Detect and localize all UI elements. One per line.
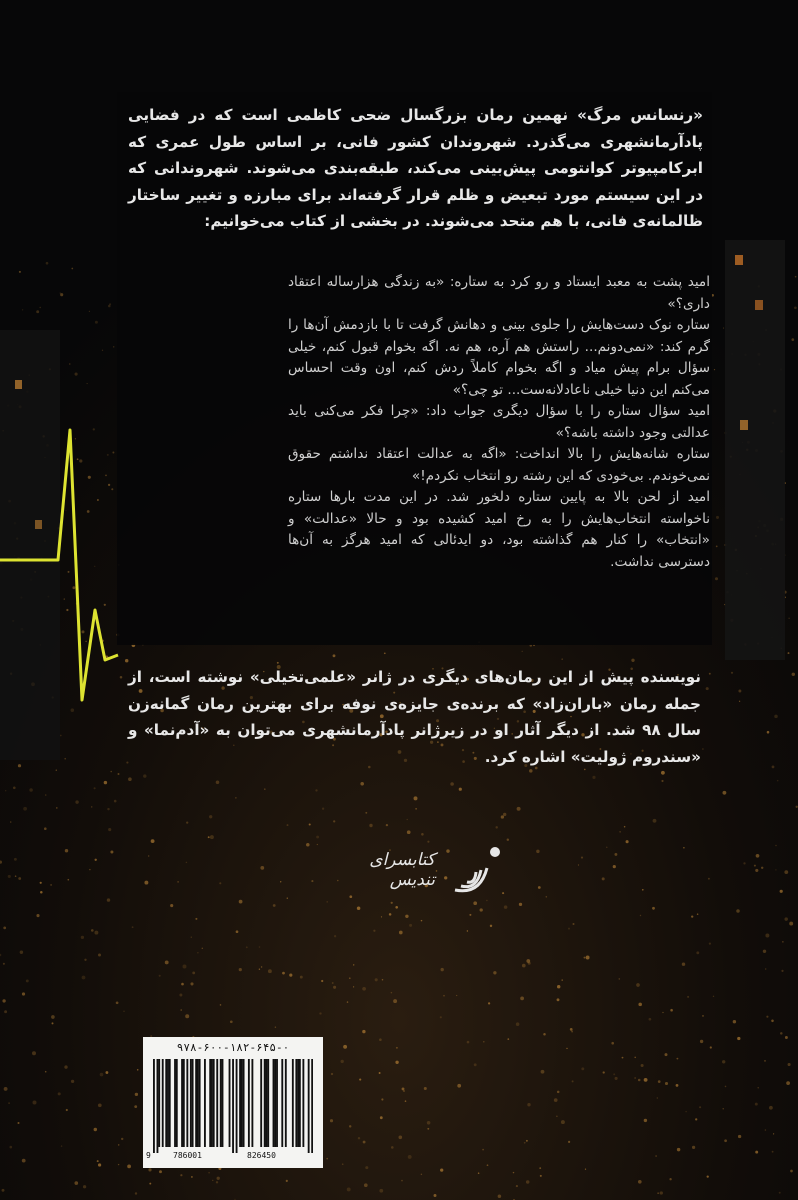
publisher-name-line2: تندیس xyxy=(389,870,435,890)
author-note: نویسنده پیش از این رمان‌های دیگری در ژانر «علمی‌تخیلی» نوشته است، از جمله رمان «باران‌زاد» که برنده‌ی جایزه‌ی نوفه برای بهترین رمان گمانه‌زن سال ۹۸ شد. از دیگر آثار او در زیرژانر پادآرمانشهری می‌توان به «آدم‌نما» و «سندروم ژولیت» اشاره کرد. xyxy=(128,668,701,766)
publisher-name-line1: کتابسرای xyxy=(369,850,435,870)
book-description: «رنسانس مرگ» نهمین رمان بزرگسال ضحی کاظمی است که در فضایی پادآرمانشهری می‌گذرد. شهروندان کشور فانی، بر اساس طول عمری که ابرکامپیوتر کوانتومی پیش‌بینی می‌کند، طبقه‌بندی می‌شوند. شهروندانی که در این سیستم مورد تبعیض و ظلم قرار گرفته‌اند برای مبارزه و تغییر ساختار ظالمانه‌ی فانی، با هم متحد می‌شوند. در بخشی از کتاب می‌خوانیم: xyxy=(128,106,703,231)
excerpt-paragraph: امید از لحن بالا به پایین ستاره دلخور شد. در این مدت بارها ستاره ناخواسته انتخاب‌هایش را به رخ امید کشیده بود و حالا «عدالت» و «انتخاب» را کنار هم گذاشته بود، دو ایدئالی که امید هرگز به آن‌ها دسترسی نداشت. xyxy=(288,489,710,570)
excerpt-paragraph: ستاره نوک دست‌هایش را جلوی بینی و دهانش گرفت تا با بازدمش آن‌ها را گرم کند: «نمی‌دونم... راستش هم آره، هم نه. اگه بخوام قبول کنم، خیلی سؤال برام پیش میاد و اگه بخوام کاملاً ردش کنم، اون وقت احساس می‌کنم این دنیا خیلی ناعادلانه‌ست... تو چی؟» xyxy=(288,317,710,398)
excerpt xyxy=(288,272,710,573)
barcode-label xyxy=(143,1037,323,1168)
excerpt-paragraph: ستاره شانه‌هایش را بالا انداخت: «اگه به عدالت اعتقاد نداشتم حقوق نمی‌خوندم. بی‌خودی که این رشته رو انتخاب نکردم!» xyxy=(288,446,710,484)
barcode-right-digits: 826450 xyxy=(247,1151,276,1160)
barcode-icon xyxy=(153,1059,313,1153)
excerpt-paragraph: امید سؤال ستاره را با سؤال دیگری جواب داد: «چرا فکر می‌کنی باید عدالتی وجود داشته باشه؟» xyxy=(288,403,710,441)
excerpt-paragraph: امید پشت به معبد ایستاد و رو کرد به ستاره: «به زندگی هزارساله اعتقاد داری؟» xyxy=(288,274,710,312)
barcode-first-digit: 9 xyxy=(146,1151,151,1160)
barcode-left-digits: 786001 xyxy=(173,1151,202,1160)
publisher-name xyxy=(305,850,435,890)
isbn-number: ۹۷۸-۶۰۰-۱۸۲-۶۴۵-۰ xyxy=(176,1041,290,1054)
